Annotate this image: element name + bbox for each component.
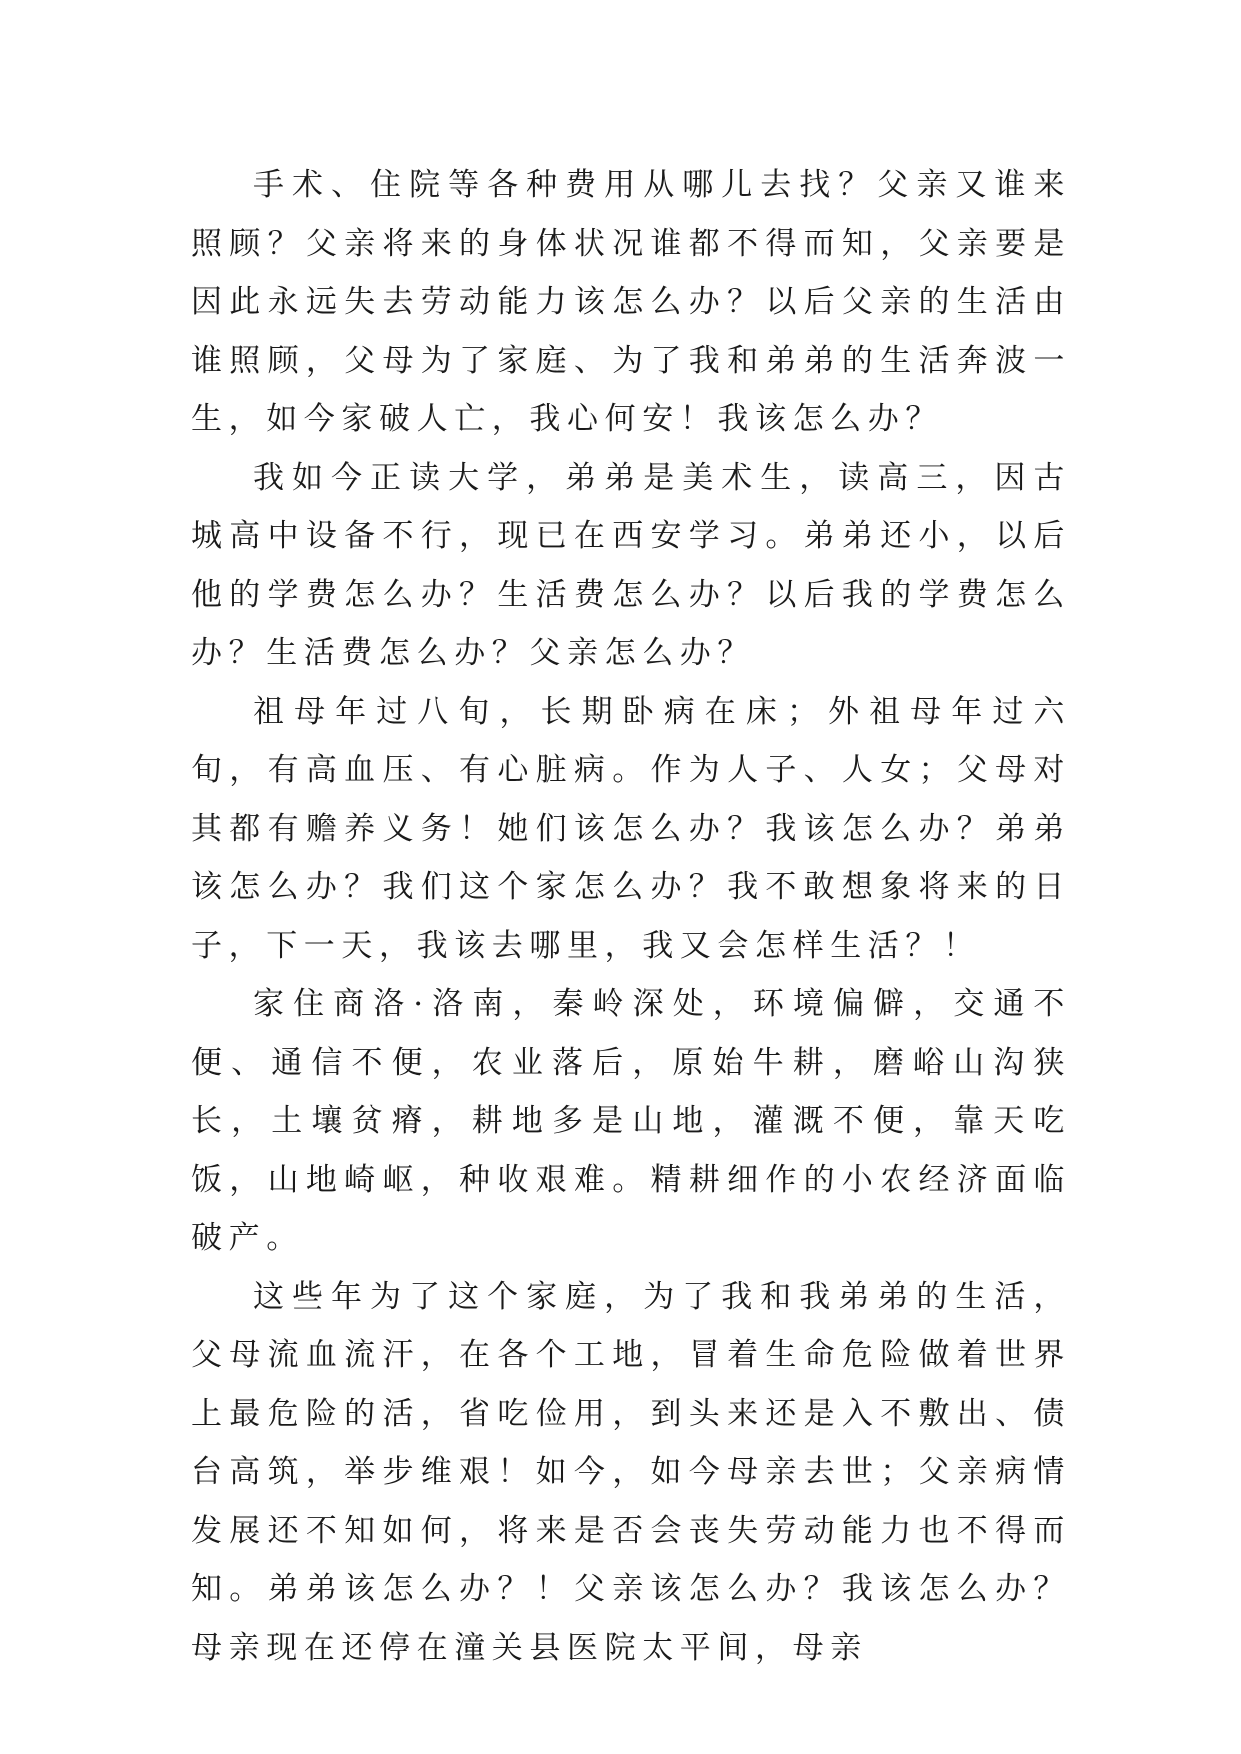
paragraph-1: 手术、住院等各种费用从哪儿去找？父亲又谁来照顾？父亲将来的身体状况谁都不得而知，父亲要是因此永远失去劳动能力该怎么办？以后父亲的生活由谁照顾，父母为了家庭、为了我和弟弟的生活奔波一生，如今家破人亡，我心何安！我该怎么办？ [191,167,1071,437]
paragraph-5: 这些年为了这个家庭，为了我和我弟弟的生活，父母流血流汗，在各个工地，冒着生命危险做着世界上最危险的活，省吃俭用，到头来还是入不敷出、债台高筑，举步维艰！如今，如今母亲去世；父亲病情发展还不知如何，将来是否会丧失劳动能力也不得而知。弟弟该怎么办？！父亲该怎么办？我该怎么办？母亲现在还停在潼关县医院太平间，母亲 [191,1278,1071,1666]
paragraph-2: 我如今正读大学，弟弟是美术生，读高三，因古城高中设备不行，现已在西安学习。弟弟还小，以后他的学费怎么办？生活费怎么办？以后我的学费怎么办？生活费怎么办？父亲怎么办？ [191,459,1071,671]
paragraph-3: 祖母年过八旬，长期卧病在床；外祖母年过六旬，有高血压、有心脏病。作为人子、人女；父母对其都有赡养义务！她们该怎么办？我该怎么办？弟弟该怎么办？我们这个家怎么办？我不敢想象将来的日子，下一天，我该去哪里，我又会怎样生活？！ [191,693,1071,964]
paragraph-4: 家住商洛·洛南，秦岭深处，环境偏僻，交通不便、通信不便，农业落后，原始牛耕，磨峪山沟狭长，土壤贫瘠，耕地多是山地，灌溉不便，靠天吃饭，山地崎岖，种收艰难。精耕细作的小农经济面临破产。 [191,986,1071,1256]
body-text [191,156,1071,1677]
